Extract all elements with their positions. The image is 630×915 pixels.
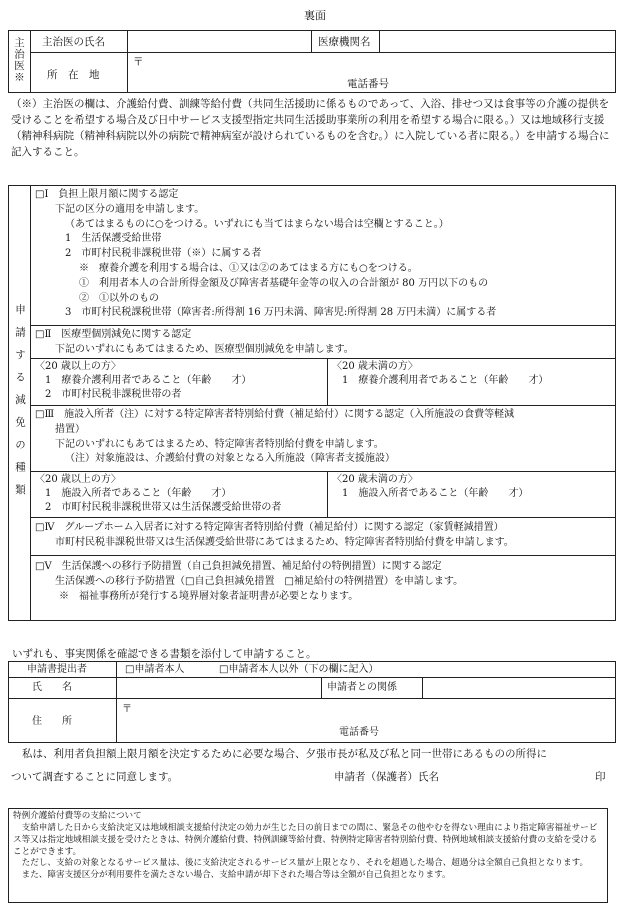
reduction-table [8, 185, 616, 621]
section-2-under20: 〈20 歳未満の方〉 1 療養介護利用者であること（年齢 才） [332, 361, 549, 387]
institution-field[interactable] [381, 32, 613, 51]
doctor-name-field[interactable] [129, 32, 309, 51]
applicant-name-label: 氏 名 [32, 682, 72, 693]
reduction-side-label: 申請する減免の種類 [9, 186, 31, 620]
attach-note: いずれも、事実関係を確認できる書類を添付して申請すること。 [12, 648, 317, 660]
doctor-name-label: 主治医の氏名 [42, 36, 105, 48]
page-title: 裏面 [304, 9, 326, 22]
relation-label: 申請者との関係 [327, 682, 397, 693]
institution-label: 医療機関名 [318, 36, 371, 48]
special-para-1: 支給申請した日から支給決定又は地域相談支援給付決定の効力が生じた日の前日までの間に、緊急その他やむを得ない理由により指定障害福祉サービス等又は指定地域相談支援を受けたときは、特例介護給付費、特例訓練等給付費、特例特定障害者特別給付費、特例地域相談支援給付費の支給を受けることができます。 [13, 822, 598, 857]
doctor-postal: 〒 [133, 56, 144, 68]
submitter-other-checkbox[interactable]: □申請者本人以外（下の欄に記入） [219, 664, 379, 675]
relation-field[interactable] [424, 679, 613, 697]
section-2-title[interactable]: □Ⅱ 医療型個別減免に関する認定 [35, 329, 192, 340]
special-title: 特例介護給付費等の支給について [13, 811, 142, 821]
applicant-table [8, 661, 616, 743]
special-para-3: また、障害支援区分が利用要件を満たさない場合、支給申請が却下された場合等は全額が自己負担となります。 [21, 870, 451, 881]
applicant-phone-label: 電話番号 [339, 727, 379, 738]
consent-line-2: ついて調査することに同意します。 [11, 771, 179, 783]
doctor-address-label: 所 在 地 [47, 69, 100, 81]
applicant-postal: 〒 [122, 704, 132, 715]
doctor-note: （※）主治医の欄は、介護給付費、訓練等給付費（共同生活援助に係るものであって、入浴、排せつ又は食事等の介護の提供を受けることを希望する場合及び日中サービス支援型指定共同生活援助事業所の利用を希望する場合に限る。）又は地域移行支援（精神科病院（精神科病院以外の病院で精神病室が設けられているものを含む。）に入院している者に限る。）を申請する場合に記入すること。 [11, 98, 610, 158]
submitter-self-checkbox[interactable]: □申請者本人 [125, 664, 185, 675]
section-3-title[interactable]: □Ⅲ 施設入所者（注）に対する特定障害者特別給付費（補足給付）に関する認定（入所施設の食費等軽減 [35, 409, 515, 420]
section-3-over20: 〈20 歳以上の方〉 1 施設入所者であること（年齢 才） 2 市町村民税非課税世帯又は生活保護受給世帯の者 [35, 474, 282, 513]
doctor-side-label: 主治医※ [9, 31, 31, 92]
section-4: □Ⅳ グループホーム入居者に対する特定障害者特別給付費（補足給付）に関する認定（家賃軽減措置） 市町村民税非課税世帯又は生活保護受給世帯にあてはまるため、特定障害者特別給付費を申請します。 [35, 520, 613, 550]
section-1-title[interactable]: □Ⅰ 負担上限月額に関する認定 [35, 189, 179, 200]
consent-line-1: 私は、利用者負担額上限月額を決定するために必要な場合、夕張市長が私及び私と同一世帯にあるものの所得に [22, 748, 547, 760]
section-3-under20: 〈20 歳未満の方〉 1 施設入所者であること（年齢 才） [332, 474, 529, 499]
signature-field[interactable] [455, 766, 590, 782]
special-para-2: ただし、支給の対象となるサービス量は、後に支給決定されるサービス量が上限となり、それを超過した場合、超過分は全額自己負担となります。 [21, 858, 589, 869]
section-5: □Ⅴ 生活保護への移行予防措置（自己負担減免措置、補足給付の特例措置）に関する認定 生活保護への移行予防措置（□自己負担減免措置 □補足給付の特例措置）を申請します。 ※ 福祉事務所が発行する境界層対象者証明書が必要となります。 [35, 559, 613, 604]
applicant-address-label: 住 所 [32, 716, 72, 727]
section-2: □Ⅱ 医療型個別減免に関する認定 下記のいずれにもあてはまるため、医療型個別減免を申請します。 [35, 328, 613, 358]
section-2-over20: 〈20 歳以上の方〉 1 療養介護利用者であること（年齢 才） 2 市町村民税非課税世帯の者 [35, 361, 252, 401]
section-3: □Ⅲ 施設入所者（注）に対する特定障害者特別給付費（補足給付）に関する認定（入所施設の食費等軽減 措置） 下記のいずれにもあてはまるため、特定障害者特別給付費を申請します。 （注）対象施設は、介護給付費の対象となる入所施設（障害者支援施設） [35, 408, 613, 467]
section-5-title[interactable]: □Ⅴ 生活保護への移行予防措置（自己負担減免措置、補足給付の特例措置）に関する認定 [35, 561, 442, 572]
doctor-table [8, 30, 616, 93]
submitter-label: 申請書提出者 [27, 664, 87, 675]
section-4-title[interactable]: □Ⅳ グループホーム入居者に対する特定障害者特別給付費（補足給付）に関する認定（家賃軽減措置） [35, 522, 504, 533]
section-1: □Ⅰ 負担上限月額に関する認定 下記の区分の適用を申請します。 （あてはまるものに○をつける。いずれにも当てはまらない場合は空欄とすること。） 1 生活保護受給世帯 2 市町村民税非課税世帯（※）に属する者 ※ 療養介護を利用する場合は、①又は②のあてはまる方にも○をつける。 ① 利用者本人の合計所得金額及び障害者基礎年金等の収入の合計額が 80 万円以下のもの ② ①以外のもの 3 市町村民税課税世帯（障害者:所得割 16 万円未満、障害児:所得割 28 万円未満）に属する者 [35, 188, 613, 321]
signer-label: 申請者（保護者）氏名 [334, 771, 439, 783]
doctor-phone-label: 電話番号 [347, 78, 389, 90]
special-benefits-box [8, 808, 608, 903]
seal-mark: 印 [595, 771, 606, 783]
applicant-name-field[interactable] [118, 679, 318, 697]
